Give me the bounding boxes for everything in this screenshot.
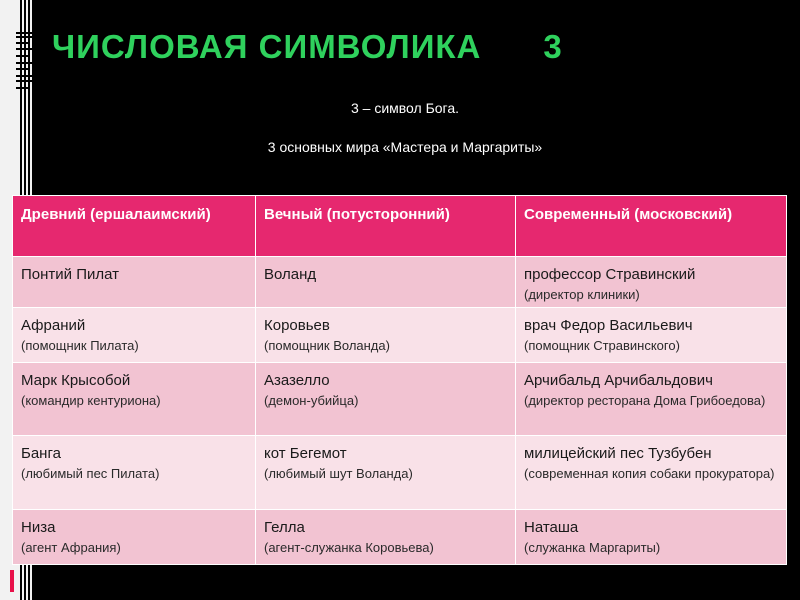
character-name: Афраний (21, 316, 86, 334)
character-role: (помощник Стравинского) (524, 337, 680, 353)
character-name: Арчибальд Арчибальдович (524, 372, 713, 390)
header-ancient: Древний (ершалаимский) (13, 196, 256, 257)
character-role: (директор клиники) (524, 287, 640, 302)
table-cell (256, 257, 516, 308)
title-number: 3 (543, 28, 563, 65)
character-name: Банга (21, 445, 61, 463)
table-header-row (13, 196, 787, 257)
table-cell (13, 257, 256, 308)
title-text: ЧИСЛОВАЯ СИМВОЛИКА (52, 28, 482, 65)
character-name: Коровьев (264, 316, 330, 334)
red-accent-mark (10, 570, 14, 592)
table-row (13, 363, 787, 436)
character-name: врач Федор Васильевич (524, 316, 693, 334)
slide-title (52, 28, 563, 66)
character-name: Воланд (264, 266, 317, 283)
character-role: (современная копия собаки прокуратора) (524, 466, 775, 482)
table-row (13, 509, 787, 564)
table-cell (256, 363, 516, 436)
table-cell (516, 307, 787, 362)
table-cell (516, 509, 787, 564)
subtitle-line-1: 3 – символ Бога. (350, 100, 460, 116)
character-role: (любимый шут Воланда) (264, 466, 413, 482)
table-cell (516, 363, 787, 436)
character-role: (помощник Воланда) (264, 337, 390, 353)
character-role: (помощник Пилата) (21, 337, 139, 353)
character-name: Понтий Пилат (21, 266, 119, 283)
character-name: Марк Крысобой (21, 372, 131, 390)
table-cell (516, 257, 787, 308)
character-role: (агент Афрания) (21, 539, 121, 555)
table-cell (13, 509, 256, 564)
table-cell (13, 363, 256, 436)
character-role: (демон-убийца) (264, 393, 359, 409)
character-name: Гелла (264, 518, 305, 536)
character-name: милицейский пес Тузбубен (524, 445, 712, 463)
header-modern: Современный (московский) (516, 196, 787, 257)
character-role: (командир кентуриона) (21, 393, 161, 409)
worlds-table (12, 195, 787, 565)
table-cell (516, 436, 787, 509)
character-role: (агент-служанка Коровьева) (264, 539, 434, 555)
table-cell (13, 307, 256, 362)
character-role: (служанка Маргариты) (524, 539, 661, 555)
character-name: кот Бегемот (264, 445, 347, 463)
character-role: (любимый пес Пилата) (21, 466, 160, 482)
table-row (13, 307, 787, 362)
subtitle-line-2: 3 основных мира «Мастера и Маргариты» (267, 139, 543, 155)
character-role: (директор ресторана Дома Грибоедова) (524, 393, 766, 409)
table-cell (256, 436, 516, 509)
table-cell (256, 509, 516, 564)
character-name: Наташа (524, 518, 579, 536)
table-row (13, 436, 787, 509)
header-eternal: Вечный (потусторонний) (256, 196, 516, 257)
character-name: Азазелло (264, 372, 330, 390)
table-cell (256, 307, 516, 362)
table-row (13, 257, 787, 308)
table-cell (13, 436, 256, 509)
character-name: Низа (21, 518, 56, 536)
character-name: профессор Стравинский (524, 266, 696, 283)
